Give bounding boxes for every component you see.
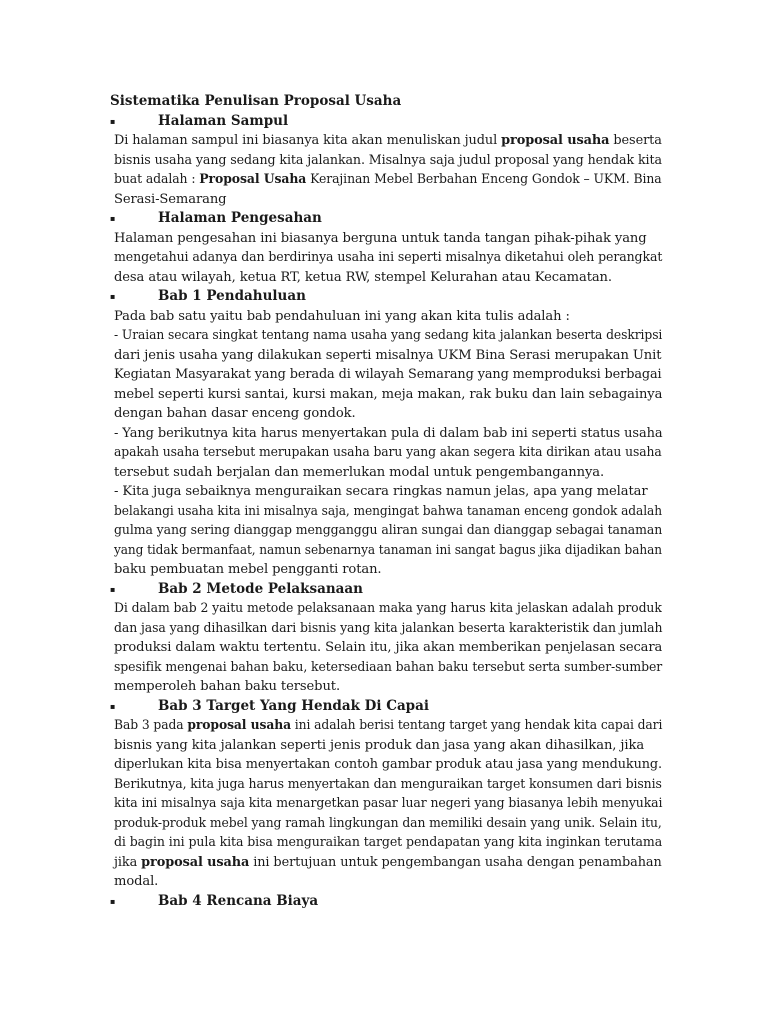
paragraph-line — [114, 541, 662, 561]
paragraph-line — [114, 326, 663, 346]
text-run: spesifik mengenai bahan baku, ketersediaan bahan baku tersebut serta sumber-sumber — [114, 659, 663, 675]
document-section — [106, 892, 658, 912]
square-bullet-icon: ▪ — [110, 292, 116, 301]
bold-term: proposal usaha — [501, 133, 610, 148]
square-bullet-icon: ▪ — [110, 214, 116, 223]
paragraph-line — [114, 794, 663, 814]
section-paragraph — [114, 307, 663, 580]
paragraph-line — [114, 560, 658, 580]
paragraph-line — [114, 346, 662, 366]
paragraph-line — [114, 229, 658, 249]
text-run: produk-produk mebel yang ramah lingkungan dan memiliki desain yang unik. Selain itu, — [114, 815, 662, 831]
paragraph-line — [114, 385, 663, 405]
paragraph-line — [114, 482, 658, 502]
section-heading — [106, 697, 658, 717]
text-run: jika — [114, 854, 142, 870]
bold-term: Proposal Usaha — [199, 172, 307, 187]
document-section — [106, 697, 663, 892]
section-heading-text: Halaman Sampul — [158, 112, 289, 129]
paragraph-line — [114, 599, 662, 619]
paragraph-line — [114, 268, 658, 288]
paragraph-line — [114, 443, 662, 463]
section-list — [106, 112, 663, 912]
text-run: kita ini misalnya saja kita menargetkan pasar luar negeri yang biasanya lebih menyukai — [114, 796, 663, 811]
text-run: bisnis yang kita jalankan seperti jenis produk dan jasa yang akan dihasilkan, jika — [114, 737, 645, 753]
paragraph-line — [114, 190, 658, 210]
text-run: Bab 3 pada — [114, 718, 188, 733]
paragraph-line — [114, 716, 663, 736]
document-body — [106, 92, 663, 911]
text-run: apakah usaha tersebut merupakan usaha baru yang akan segera kita dirikan atau usaha — [114, 445, 662, 460]
paragraph-line — [114, 404, 658, 424]
section-heading-text: Bab 3 Target Yang Hendak Di Capai — [158, 697, 430, 714]
document-section — [106, 209, 663, 287]
paragraph-line — [114, 502, 663, 522]
text-run: yang tidak bermanfaat, namun sebenarnya tanaman ini sangat bagus jika dijadikan bahan — [114, 542, 662, 558]
text-run: Serasi-Semarang — [114, 191, 227, 207]
paragraph-line — [114, 638, 663, 658]
section-heading-text: Bab 2 Metode Pelaksanaan — [158, 580, 363, 597]
text-run: produksi dalam waktu tertentu. Selain itu, jika akan memberikan penjelasan secara — [114, 640, 663, 655]
section-heading — [106, 580, 658, 600]
paragraph-line — [114, 463, 658, 483]
square-bullet-icon: ▪ — [110, 896, 116, 906]
section-paragraph — [114, 599, 663, 697]
paragraph-line — [114, 677, 658, 697]
text-run: buat adalah : — [114, 172, 200, 187]
section-heading — [106, 287, 658, 307]
text-run: beserta — [609, 133, 662, 148]
text-run: gulma yang sering dianggap mengganggu aliran sungai dan dianggap sebagai tanaman — [114, 523, 663, 538]
document-section — [106, 112, 662, 210]
text-run: dengan bahan dasar enceng gondok. — [114, 406, 356, 421]
paragraph-line — [114, 248, 663, 268]
paragraph-line — [114, 307, 658, 327]
text-run: memperoleh bahan baku tersebut. — [114, 679, 341, 694]
paragraph-line — [114, 131, 662, 151]
paragraph-line — [114, 736, 658, 756]
square-bullet-icon: ▪ — [110, 116, 116, 126]
square-bullet-icon: ▪ — [110, 701, 116, 711]
document-section — [106, 287, 663, 580]
text-run: di bagin ini pula kita bisa menguraikan target pendapatan yang kita inginkan terutama — [114, 835, 663, 850]
paragraph-line — [114, 872, 658, 892]
paragraph-line — [114, 775, 662, 795]
text-run: - Uraian secara singkat tentang nama usaha yang sedang kita jalankan beserta deskripsi — [114, 328, 663, 343]
section-paragraph — [114, 229, 663, 288]
text-run: ini adalah berisi tentang target yang hendak kita capai dari — [290, 718, 663, 733]
paragraph-line — [114, 424, 663, 444]
paragraph-line — [114, 658, 663, 678]
text-run: - Kita juga sebaiknya menguraikan secara ringkas namun jelas, apa yang melatar — [114, 484, 648, 499]
text-run: Halaman pengesahan ini biasanya berguna untuk tanda tangan pihak-pihak yang — [114, 230, 647, 246]
section-heading — [106, 209, 658, 229]
text-run: dan jasa yang dihasilkan dari bisnis yang kita jalankan beserta karakteristik dan jumlah — [114, 620, 663, 636]
document-title: Sistematika Penulisan Proposal Usaha — [110, 93, 402, 109]
text-run: Kerajinan Mebel Berbahan Enceng Gondok – UKM. Bina — [306, 172, 662, 187]
section-heading — [106, 892, 658, 912]
text-run: Di dalam bab 2 yaitu metode pelaksanaan maka yang harus kita jelaskan adalah produk — [114, 601, 662, 616]
text-run: dari jenis usaha yang dilakukan seperti misalnya UKM Bina Serasi merupakan Unit — [114, 347, 662, 363]
paragraph-line — [114, 755, 663, 775]
square-bullet-icon: ▪ — [110, 584, 116, 594]
text-run: ini bertujuan untuk pengembangan usaha dengan penambahan — [249, 854, 662, 870]
paragraph-line — [114, 814, 662, 834]
text-run: diperlukan kita bisa menyertakan contoh gambar produk atau jasa yang mendukung. — [114, 757, 663, 772]
text-run: Berikutnya, kita juga harus menyertakan dan menguraikan target konsumen dari bisnis — [114, 776, 662, 792]
text-run: modal. — [114, 874, 159, 889]
section-paragraph — [114, 131, 662, 209]
section-heading — [106, 112, 658, 132]
text-run: desa atau wilayah, ketua RT, ketua RW, stempel Kelurahan atau Kecamatan. — [114, 269, 612, 285]
text-run: belakangi usaha kita ini misalnya saja, mengingat bahwa tanaman enceng gondok adalah — [114, 503, 663, 519]
text-run: - Yang berikutnya kita harus menyertakan pula di dalam bab ini seperti status usaha — [114, 425, 663, 441]
paragraph-line — [114, 151, 662, 171]
paragraph-line — [114, 170, 662, 190]
section-heading-text: Halaman Pengesahan — [158, 210, 322, 226]
text-run: bisnis usaha yang sedang kita jalankan. Misalnya saja judul proposal yang hendak kita — [114, 152, 662, 168]
text-run: Di halaman sampul ini biasanya kita akan menuliskan judul — [114, 133, 502, 148]
text-run: Kegiatan Masyarakat yang berada di wilayah Semarang yang memproduksi berbagai — [114, 367, 662, 382]
paragraph-line — [114, 365, 662, 385]
bold-term: proposal usaha — [187, 718, 291, 733]
document-section — [106, 580, 663, 697]
text-run: Pada bab satu yaitu bab pendahuluan ini yang akan kita tulis adalah : — [114, 308, 570, 324]
text-run: mebel seperti kursi santai, kursi makan, meja makan, rak buku dan lain sebagainya — [114, 386, 663, 402]
text-run: baku pembuatan mebel pengganti rotan. — [114, 562, 382, 577]
paragraph-line — [114, 853, 662, 873]
bold-term: proposal usaha — [141, 854, 250, 870]
text-run: mengetahui adanya dan berdirinya usaha ini seperti misalnya diketahui oleh perangkat — [114, 250, 663, 265]
section-heading-text: Bab 1 Pendahuluan — [158, 288, 306, 304]
section-heading-text: Bab 4 Rencana Biaya — [158, 892, 319, 909]
paragraph-line — [114, 521, 663, 541]
section-paragraph — [114, 716, 663, 892]
text-run: tersebut sudah berjalan dan memerlukan modal untuk pengembangannya. — [114, 464, 605, 480]
paragraph-line — [114, 619, 663, 639]
paragraph-line — [114, 833, 663, 853]
